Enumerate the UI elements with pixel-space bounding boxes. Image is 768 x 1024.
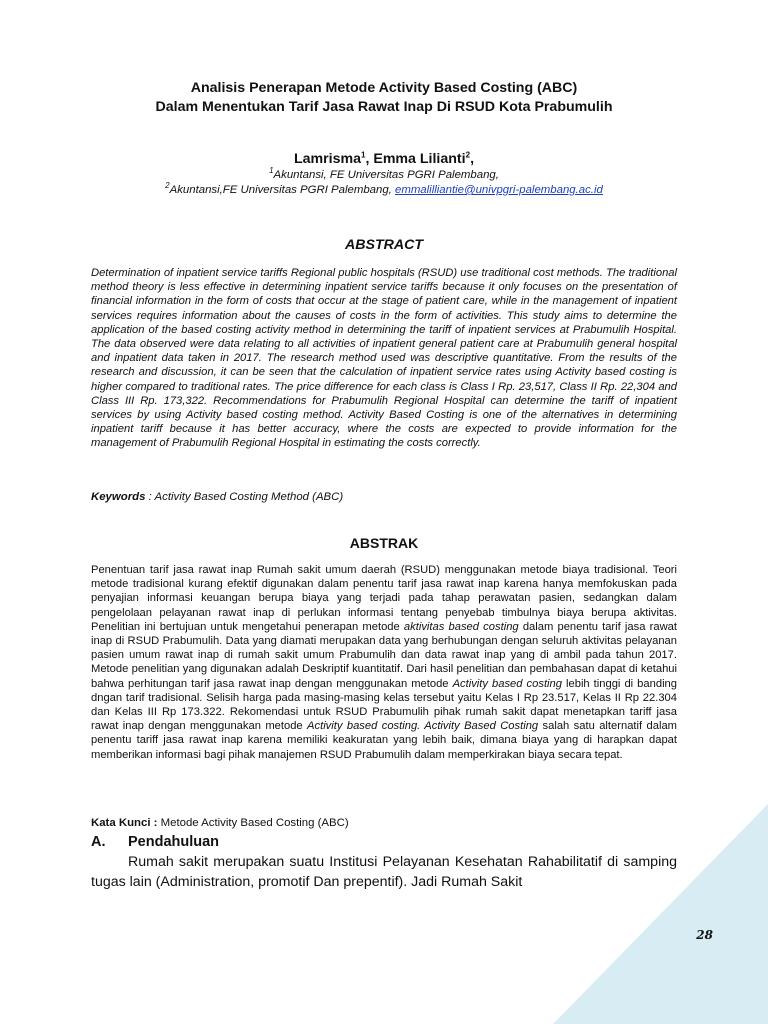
author-line [90,151,678,167]
author-2: Emma Lilianti [373,151,466,167]
kata-kunci-label: Kata Kunci : [91,817,158,829]
abstrak-part-3: lebih tinggi di banding dngan tarif tradisional. Selisih harga pada masing-masing kelas tersebut yaitu Kelas I Rp 23.517, Kelas II Rp 22.304 dan Kelas III Rp 173.322. Rekomendasi untuk RSUD Prabumulih pihak rumah sakit dapat menetapkan tariff jasa rawat inap dengan menggunakan metode [91,677,678,733]
affiliation-1-text: Akuntansi, FE Universitas PGRI Palembang, [273,169,499,181]
kata-kunci-line [91,817,349,829]
author-1-sup: 1 [361,150,366,160]
affiliation-1 [90,168,678,183]
email-link[interactable]: emmalilliantie@univpgri-palembang.ac.id [395,184,603,196]
keywords-line [91,491,343,503]
affiliations [90,168,678,198]
author-1: Lamrisma [293,151,362,167]
abstrak-italic-2: Activity based costing [452,677,562,690]
affiliation-2 [90,183,678,198]
author-2-sup: 2 [465,150,471,160]
abstrak-italic-3: Activity based costing. Activity Based Costing [307,720,539,733]
paper-title [90,79,678,117]
kata-kunci-text: Metode Activity Based Costing (ABC) [157,817,349,829]
title-line-1: Analisis Penerapan Metode Activity Based Costing (ABC) [190,80,578,96]
author-separator: , [365,151,374,167]
page-number: 28 [696,928,713,942]
keywords-text: : Activity Based Costing Method (ABC) [145,491,344,503]
abstrak-text [91,563,677,762]
abstract-text: Determination of inpatient service tariffs Regional public hospitals (RSUD) use traditional cost methods. The traditional method theory is less effective in determining inpatient service tariffs because it only focuses on the presentation of financial information in the form of costs that occur at the stage of patient care, while in the management of inpatient services requires information about the causes of costs in the form of activities. This study aims to determine the application of the based costing activity method in determining the tariff of inpatient services at Prabumulih Hospital. The data observed were data relating to all activities of inpatient general patient care at Prabumulih general hospital and inpatient data taken in 2017. The research method used was descriptive quantitative. From the results of the research and discussion, it can be seen that the calculation of inpatient service rates using Activity based costing is higher compared to traditional rates. The price difference for each class is Class I Rp. 23,517, Class II Rp. 22,304 and Class III Rp. 173,322. Recommendations for Prabumulih Regional Hospital can determine the tariff of inpatient services by using Activity based costing method. Activity Based Costing is one of the alternatives in determining inpatient tariff because it has better accuracy, where the costs are expected to provide information for the management of Prabumulih Regional Hospital in estimating the costs correctly. [91,267,677,450]
abstrak-part-2: dalam penentu tarif jasa rawat inap di RSUD Prabumulih. Data yang diamati merupakan data yang berhubungan dengan seluruh aktivitas pelayanan pasien umum rawat inap di rumah sakit umum Prabumulih dan data rawat inap yang di ambil pada tahun 2017. Metode penelitian yang digunakan adalah Deskriptif kuantitatif. Dari hasil penelitian dan pembahasan dapat di ketahui bahwa perhitungan tarif jasa rawat inap dengan menggunakan metode [91,620,678,690]
abstrak-part-1: Penentuan tarif jasa rawat inap Rumah sakit umum daerah (RSUD) menggunakan metode biaya tradisional. Teori metode tradisional kurang efektif digunakan dalam penentu tarif jasa rawat inap karena hanya memfokuskan pada penyajian informasi keuangan berupa biaya yang terjadi pada tahap perawatan pasien, sedangkan dalam pengelolaan pelayanan rawat inap di perlukan informasi tentang penyebab timbulnya biaya berupa aktivitas. Penelitian ini bertujuan untuk mengetahui penerapan metode [91,564,677,633]
affiliation-1-sup: 1 [269,166,274,176]
abstract-heading: ABSTRACT [344,237,424,253]
abstrak-heading: ABSTRAK [349,535,419,551]
intro-paragraph: Rumah sakit merupakan suatu Institusi Pelayanan Kesehatan Rahabilitatif di samping tugas lain (Administration, promotif Dan prepentif). Jadi Rumah Sakit [91,854,677,890]
title-line-2: Dalam Menentukan Tarif Jasa Rawat Inap Di RSUD Kota Prabumulih [155,99,613,115]
keywords-label: Keywords [91,491,146,503]
corner-decoration [553,804,768,1024]
abstrak-part-4: salah satu alternatif dalam penentu tariff jasa rawat inap karena memiliki keakuratan yang lebih baik, dimana biaya yang di harapkan dapat memberikan informasi bagi pihak manajemen RSUD Prabumulih dalam memperkirakan biaya secara tepat. [91,720,677,761]
section-number: A. [91,834,106,850]
section-title: Pendahuluan [128,834,220,850]
affiliation-2-sup: 2 [165,181,170,191]
affiliation-2-text: Akuntansi,FE Universitas PGRI Palembang, [169,184,395,196]
abstrak-italic-1: aktivitas based costing [403,620,519,633]
author-trailing: , [470,151,475,167]
section-heading [91,834,219,850]
